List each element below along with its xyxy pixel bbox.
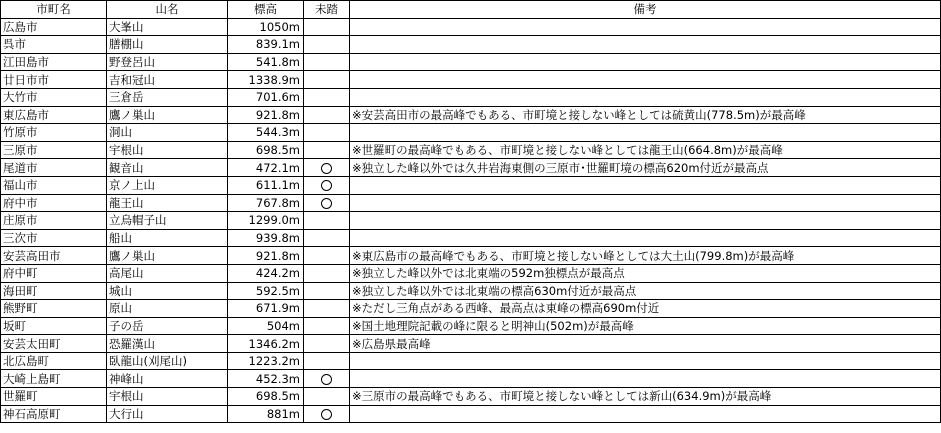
header-note: 備考 <box>350 1 941 19</box>
mountain-cell: 大峯山 <box>107 18 228 36</box>
elevation-cell: 1050m <box>228 18 304 36</box>
note-cell <box>350 370 941 388</box>
unclimbed-cell <box>304 36 350 54</box>
unclimbed-circle-icon <box>321 163 332 174</box>
mountain-cell: 臥龍山(刈尾山) <box>107 352 228 370</box>
note-cell: ※国土地理院記載の峰に限ると明神山(502m)が最高峰 <box>350 317 941 335</box>
note-cell <box>350 36 941 54</box>
note-cell: ※安芸高田市の最高峰でもある、市町境と接しない峰としては硫黄山(778.5m)が最高峰 <box>350 106 941 124</box>
table-row <box>1 282 941 300</box>
unclimbed-cell <box>304 317 350 335</box>
city-cell: 府中町 <box>1 264 107 282</box>
city-cell: 世羅町 <box>1 388 107 406</box>
table-row <box>1 106 941 124</box>
mountain-cell: 子の岳 <box>107 317 228 335</box>
elevation-cell: 671.9m <box>228 300 304 318</box>
city-cell: 海田町 <box>1 282 107 300</box>
city-cell: 三次市 <box>1 229 107 247</box>
city-cell: 神石高原町 <box>1 405 107 423</box>
unclimbed-cell <box>304 282 350 300</box>
table-row <box>1 141 941 159</box>
table-row <box>1 194 941 212</box>
mountain-cell: 城山 <box>107 282 228 300</box>
elevation-cell: 472.1m <box>228 159 304 177</box>
note-cell: ※世羅町の最高峰でもある、市町境と接しない峰としては龍王山(664.8m)が最高峰 <box>350 141 941 159</box>
city-cell: 広島市 <box>1 18 107 36</box>
city-cell: 安芸太田町 <box>1 335 107 353</box>
mountain-cell: 宇根山 <box>107 388 228 406</box>
city-cell: 東広島市 <box>1 106 107 124</box>
unclimbed-cell <box>304 388 350 406</box>
mountain-cell: 鷹ノ巣山 <box>107 106 228 124</box>
elevation-cell: 1346.2m <box>228 335 304 353</box>
unclimbed-circle-icon <box>321 374 332 385</box>
unclimbed-circle-icon <box>321 198 332 209</box>
mountain-cell: 鷹ノ巣山 <box>107 247 228 265</box>
note-cell: ※独立した峰以外では北東端の標高630m付近が最高点 <box>350 282 941 300</box>
mountain-cell: 船山 <box>107 229 228 247</box>
note-cell: ※東広島市の最高峰でもある、市町境と接しない峰としては大土山(799.8m)が最高峰 <box>350 247 941 265</box>
mountain-cell: 大行山 <box>107 405 228 423</box>
header-city: 市町名 <box>1 1 107 19</box>
note-cell <box>350 88 941 106</box>
mountain-cell: 立烏帽子山 <box>107 212 228 230</box>
table-row <box>1 229 941 247</box>
city-cell: 北広島町 <box>1 352 107 370</box>
mountain-cell: 宇根山 <box>107 141 228 159</box>
table-row <box>1 388 941 406</box>
elevation-cell: 611.1m <box>228 176 304 194</box>
unclimbed-cell <box>304 176 350 194</box>
city-cell: 府中市 <box>1 194 107 212</box>
table-row <box>1 300 941 318</box>
unclimbed-cell <box>304 264 350 282</box>
note-cell <box>350 405 941 423</box>
unclimbed-cell <box>304 194 350 212</box>
elevation-cell: 698.5m <box>228 141 304 159</box>
table-row <box>1 18 941 36</box>
unclimbed-cell <box>304 88 350 106</box>
mountain-cell: 吉和冠山 <box>107 71 228 89</box>
elevation-cell: 1338.9m <box>228 71 304 89</box>
table-row <box>1 405 941 423</box>
city-cell: 安芸高田市 <box>1 247 107 265</box>
elevation-cell: 921.8m <box>228 247 304 265</box>
header-elevation: 標高 <box>228 1 304 19</box>
city-cell: 尾道市 <box>1 159 107 177</box>
note-cell <box>350 124 941 142</box>
elevation-cell: 592.5m <box>228 282 304 300</box>
header-unclimbed: 未踏 <box>304 1 350 19</box>
table-row <box>1 124 941 142</box>
note-cell: ※独立した峰以外では久井岩海東側の三原市･世羅町境の標高620m付近が最高点 <box>350 159 941 177</box>
unclimbed-cell <box>304 300 350 318</box>
city-cell: 呉市 <box>1 36 107 54</box>
city-cell: 江田島市 <box>1 53 107 71</box>
table-row <box>1 370 941 388</box>
table-row <box>1 317 941 335</box>
mountain-cell: 神峰山 <box>107 370 228 388</box>
elevation-cell: 698.5m <box>228 388 304 406</box>
mountain-cell: 原山 <box>107 300 228 318</box>
unclimbed-circle-icon <box>321 409 332 420</box>
header-mountain: 山名 <box>107 1 228 19</box>
note-cell <box>350 352 941 370</box>
mountain-cell: 観音山 <box>107 159 228 177</box>
city-cell: 福山市 <box>1 176 107 194</box>
elevation-cell: 504m <box>228 317 304 335</box>
table-row <box>1 352 941 370</box>
note-cell <box>350 212 941 230</box>
mountain-cell: 洞山 <box>107 124 228 142</box>
unclimbed-cell <box>304 106 350 124</box>
table-row <box>1 247 941 265</box>
unclimbed-cell <box>304 124 350 142</box>
mountain-cell: 高尾山 <box>107 264 228 282</box>
unclimbed-cell <box>304 71 350 89</box>
elevation-cell: 701.6m <box>228 88 304 106</box>
table-row <box>1 53 941 71</box>
elevation-cell: 1299.0m <box>228 212 304 230</box>
note-cell <box>350 229 941 247</box>
elevation-cell: 881m <box>228 405 304 423</box>
unclimbed-cell <box>304 247 350 265</box>
note-cell: ※ただし三角点がある西峰、最高点は東峰の標高690m付近 <box>350 300 941 318</box>
city-cell: 坂町 <box>1 317 107 335</box>
unclimbed-cell <box>304 18 350 36</box>
unclimbed-cell <box>304 370 350 388</box>
city-cell: 熊野町 <box>1 300 107 318</box>
table-row <box>1 212 941 230</box>
header-row <box>1 1 941 19</box>
elevation-cell: 839.1m <box>228 36 304 54</box>
table-row <box>1 88 941 106</box>
city-cell: 大崎上島町 <box>1 370 107 388</box>
unclimbed-cell <box>304 53 350 71</box>
elevation-cell: 452.3m <box>228 370 304 388</box>
elevation-cell: 541.8m <box>228 53 304 71</box>
unclimbed-cell <box>304 352 350 370</box>
note-cell: ※独立した峰以外では北東端の592m独標点が最高点 <box>350 264 941 282</box>
elevation-cell: 1223.2m <box>228 352 304 370</box>
unclimbed-cell <box>304 405 350 423</box>
table-row <box>1 335 941 353</box>
city-cell: 大竹市 <box>1 88 107 106</box>
note-cell <box>350 53 941 71</box>
city-cell: 竹原市 <box>1 124 107 142</box>
elevation-cell: 921.8m <box>228 106 304 124</box>
mountain-cell: 野登呂山 <box>107 53 228 71</box>
elevation-cell: 544.3m <box>228 124 304 142</box>
mountain-cell: 膳棚山 <box>107 36 228 54</box>
table-row <box>1 159 941 177</box>
note-cell: ※広島県最高峰 <box>350 335 941 353</box>
unclimbed-cell <box>304 212 350 230</box>
unclimbed-cell <box>304 141 350 159</box>
note-cell: ※三原市の最高峰でもある、市町境と接しない峰としては新山(634.9m)が最高峰 <box>350 388 941 406</box>
table-row <box>1 36 941 54</box>
table-row <box>1 176 941 194</box>
elevation-cell: 424.2m <box>228 264 304 282</box>
note-cell <box>350 176 941 194</box>
unclimbed-cell <box>304 159 350 177</box>
mountain-cell: 京ノ上山 <box>107 176 228 194</box>
table-row <box>1 264 941 282</box>
note-cell <box>350 194 941 212</box>
city-cell: 庄原市 <box>1 212 107 230</box>
table-row <box>1 71 941 89</box>
unclimbed-cell <box>304 229 350 247</box>
note-cell <box>350 71 941 89</box>
table-body <box>1 18 941 423</box>
city-cell: 廿日市市 <box>1 71 107 89</box>
elevation-cell: 939.8m <box>228 229 304 247</box>
elevation-cell: 767.8m <box>228 194 304 212</box>
unclimbed-cell <box>304 335 350 353</box>
unclimbed-circle-icon <box>321 180 332 191</box>
mountain-cell: 三倉岳 <box>107 88 228 106</box>
mountain-cell: 龍王山 <box>107 194 228 212</box>
note-cell <box>350 18 941 36</box>
mountain-cell: 恐羅漢山 <box>107 335 228 353</box>
city-cell: 三原市 <box>1 141 107 159</box>
